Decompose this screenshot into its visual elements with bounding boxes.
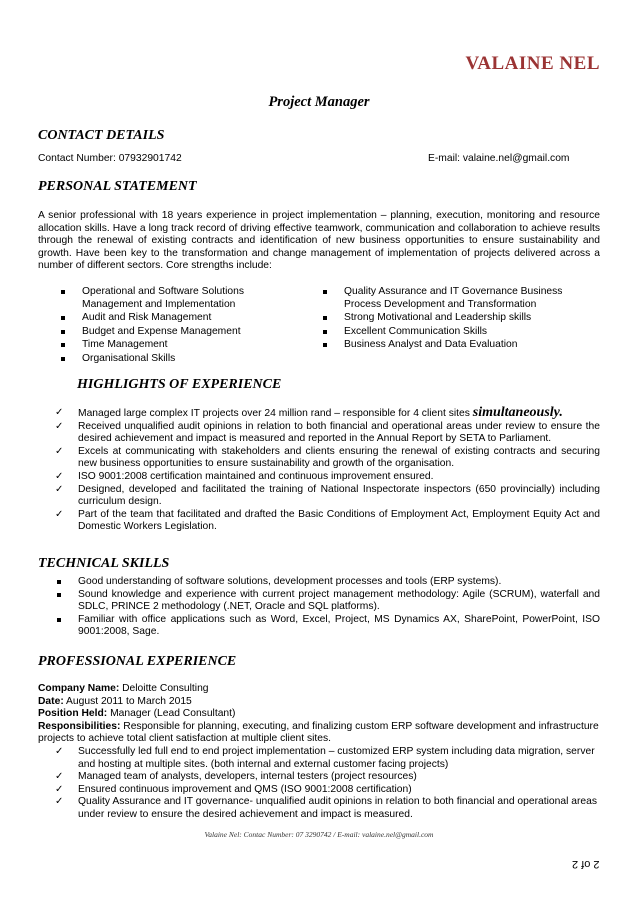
bullet-icon [57,618,61,622]
checkmark-icon: ✓ [55,783,64,795]
list-item: Time Management [56,339,280,352]
highlights-list [52,407,600,534]
job-title: Project Manager [268,94,370,110]
list-item: ✓ Managed team of analysts, developers, internal testers (project resources) [55,771,417,783]
list-item: Business Analyst and Data Evaluation [318,339,568,352]
checkmark-icon: ✓ [55,771,64,783]
bullet-icon [323,343,327,347]
list-item: Budget and Expense Management [56,326,280,339]
page-number: 2 of 2 [572,858,600,870]
bullet-icon [61,343,65,347]
personal-heading: PERSONAL STATEMENT [38,179,197,194]
list-item: ✓ Excels at communicating with stakeholders and clients ensuring the renewal of existing contracts and securing new business opportunities to ensure sustainability and growth of the organisation. [55,445,600,470]
candidate-name: VALAINE NEL [465,53,600,74]
checkmark-icon: ✓ [55,746,64,757]
list-item: ✓ Managed large complex IT projects over 24 million rand – responsible for 4 client sites simultaneously. [55,405,563,420]
list-item: Audit and Risk Management [56,312,280,325]
list-item: Strong Motivational and Leadership skills [318,312,568,325]
list-item: ✓ Quality Assurance and IT governance- unqualified audit opinions in relation to both financial and operational areas under review to ensure the desired achievement and impact is measured. [55,796,598,820]
strengths-left-list [56,286,280,366]
list-item: Sound knowledge and experience with current project management methodology: Agile (SCRUM), waterfall and SDLC, PRINCE 2 methodology (.NET, Oracle and SQL platforms). [52,589,600,614]
experience-entry [38,683,600,746]
list-item: ✓ Ensured continuous improvement and QMS (ISO 9001:2008 certification) [55,783,412,795]
position-line: Position Held: Manager (Lead Consultant) [38,708,236,720]
responsibilities-line: Responsibilities: Responsible for planning, executing, and finalizing custom ERP software development and infrastructure projects to achieve total client satisfaction at multiple client sites. [38,720,599,745]
professional-heading: PROFESSIONAL EXPERIENCE [38,654,237,669]
contact-email: E-mail: valaine.nel@gmail.com [428,153,570,164]
date-line: Date: August 2011 to March 2015 [38,695,192,707]
list-item: ✓ Received unqualified audit opinions in relation to both financial and operational areas under review to ensure the desired achievement and impact is measured and reported in the Annual Report by SETA to Parliament. [55,420,600,445]
bullet-icon [57,580,61,584]
checkmark-icon: ✓ [55,420,64,432]
bullet-icon [323,316,327,320]
bullet-icon [323,330,327,334]
bullet-icon [61,330,65,334]
checkmark-icon: ✓ [55,407,64,418]
list-item: Organisational Skills [56,353,280,366]
contact-heading: CONTACT DETAILS [38,128,165,143]
bullet-icon [323,290,327,294]
list-item: Good understanding of software solutions, development processes and tools (ERP systems). [52,576,600,589]
list-item: ✓ Successfully led full end to end project implementation – customized ERP system including data migration, server and hosting at multiple sites. (both internal and external customer facing projects) [55,746,595,770]
list-item: ✓ Part of the team that facilitated and drafted the Basic Conditions of Employment Act, Employment Equity Act and Domestic Workers Legislation. [55,508,600,533]
responsibilities-list [52,746,600,822]
page-footer: Valaine Nel: Contac Number: 07 3290742 / E-mail: valaine.nel@gmail.com [204,830,434,839]
strengths-right-list [318,286,568,352]
list-item: Excellent Communication Skills [318,326,568,339]
contact-number: Contact Number: 07932901742 [38,153,182,164]
checkmark-icon: ✓ [55,796,64,808]
checkmark-icon: ✓ [55,483,64,495]
emphasis-text: simultaneously. [472,405,563,420]
highlights-heading: HIGHLIGHTS OF EXPERIENCE [77,377,282,392]
list-item: Familiar with office applications such as Word, Excel, Project, MS Dynamics AX, SharePoint, PowerPoint, ISO 9001:2008, Sage. [52,614,600,639]
personal-statement: A senior professional with 18 years experience in project implementation – planning, execution, monitoring and resource allocation skills. Have a long track record of driving effective teamwork, communication and collaboration to achieve results through the renewal of existing contracts and identification of new business opportunities to ensure sustainability and growth. Have been key to the transformation and change management of implementation of projects delivered across a number of different sectors. Core strengths include: [38,210,600,272]
bullet-icon [57,593,61,597]
technical-list [52,576,600,639]
bullet-icon [61,357,65,361]
checkmark-icon: ✓ [55,445,64,457]
list-item: ✓ Designed, developed and facilitated the training of National Inspectorate inspectors (650 provincially) including curriculum design. [55,483,600,508]
technical-heading: TECHNICAL SKILLS [38,556,170,571]
bullet-icon [61,316,65,320]
checkmark-icon: ✓ [55,470,64,482]
list-item: Operational and Software Solutions Management and Implementation [56,286,280,311]
company-line: Company Name: Deloitte Consulting [38,683,209,694]
list-item: ✓ ISO 9001:2008 certification maintained and continuous improvement ensured. [55,470,434,482]
checkmark-icon: ✓ [55,508,64,520]
list-item: Quality Assurance and IT Governance Business Process Development and Transformation [318,286,568,311]
bullet-icon [61,290,65,294]
